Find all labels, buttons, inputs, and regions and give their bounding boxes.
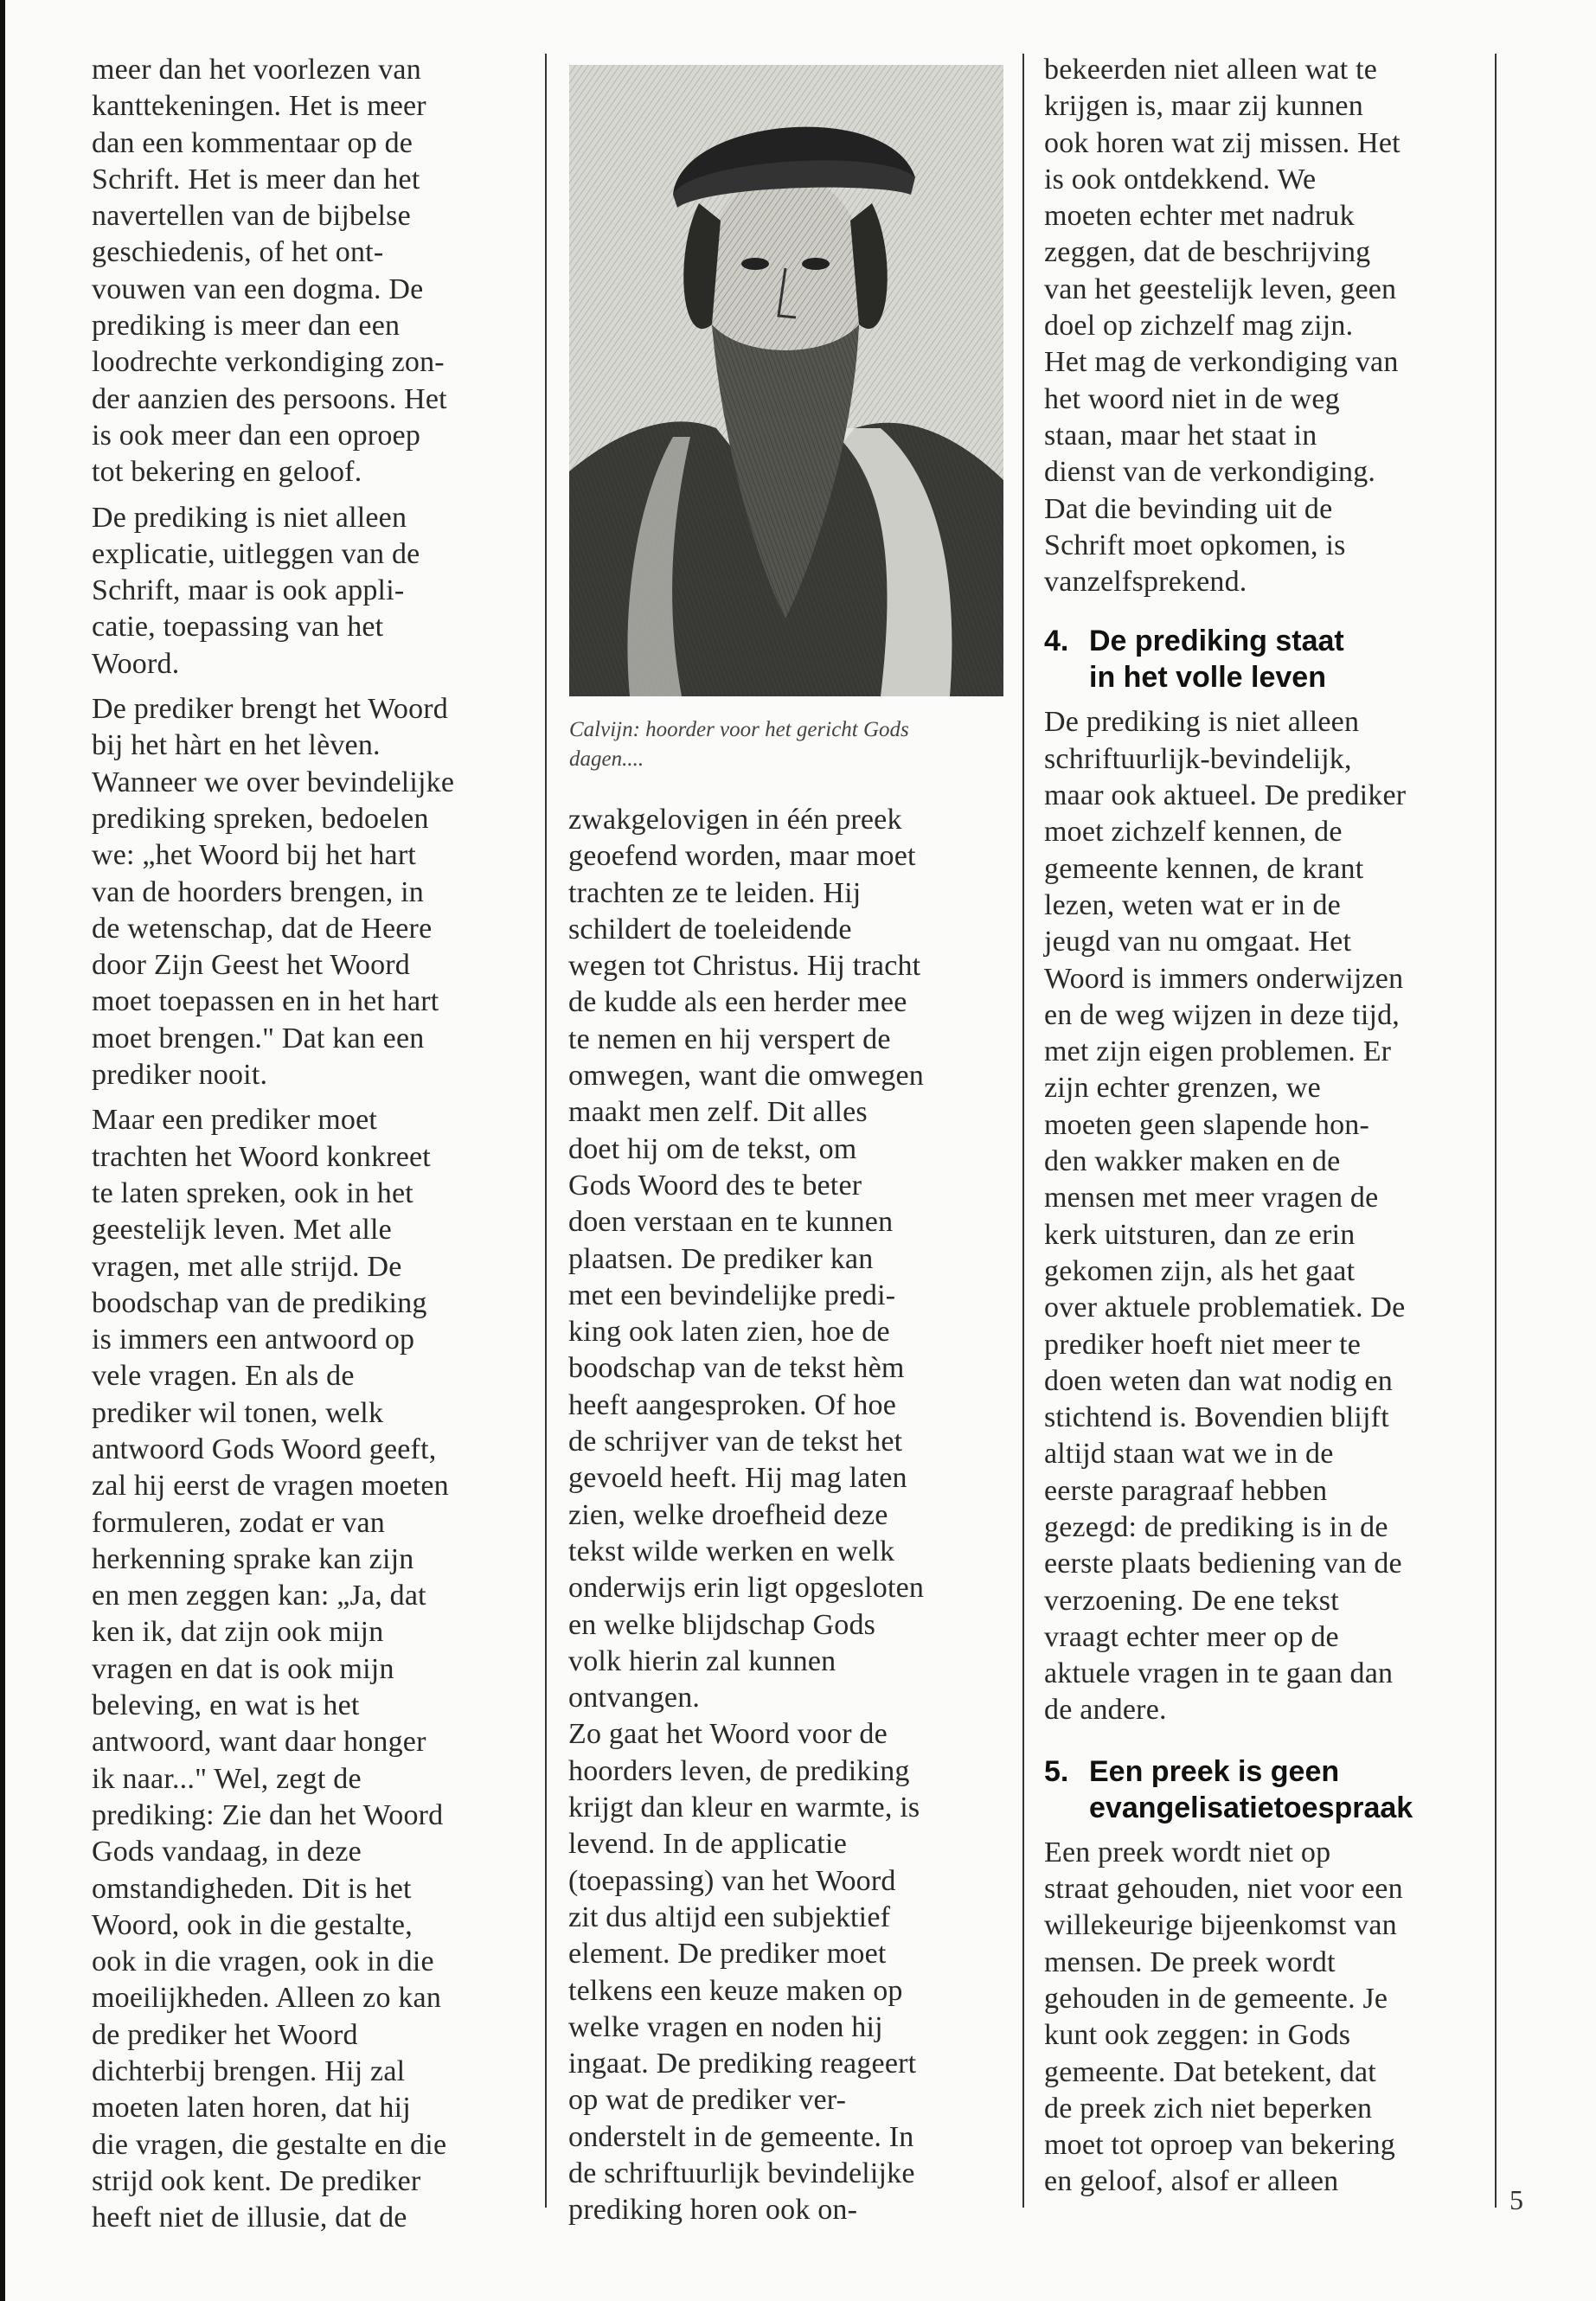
- section-4-text: De prediking is niet alleen schriftuurlijk-bevindelijk, maar ook aktueel. De prediker moet zichzelf kennen, de gemeente kennen, de krant lezen, weten wat er in de jeugd van nu omgaat. Het Woord is immers onderwijzen en de weg wijzen in deze tijd, met zijn eigen problemen. Er zijn echter grenzen, we moeten geen slapende hon- den wakker maken en de mensen met meer vragen de kerk uitsturen, dan ze erin gekomen zijn, als het gaat over aktuele problematiek. De prediker hoeft niet meer te doen weten dan wat nodig en stichtend is. Bovendien blijft altijd staan wat we in de eerste paragraaf hebben gezegd: de prediking is in de eerste plaats bediening van de verzoening. De ene tekst vraagt echter meer op de aktuele vragen in te gaan dan de andere.: [1044, 706, 1407, 1727]
- section-5-number: 5.: [1044, 1754, 1069, 1788]
- column-3-intro: bekeerden niet alleen wat te krijgen is, maar zij kunnen ook horen wat zij missen. Het is ook ontdekkend. We moeten echter met nadruk zeggen, dat de beschrijving van het geestelijk leven, geen doel op zichzelf mag zijn. Het mag de verkondiging van het woord niet in de weg staan, maar het staat in dienst van de verkondiging. Dat die bevinding uit de Schrift moet opkomen, is vanzelfsprekend.: [1044, 54, 1401, 599]
- column-1: [92, 52, 524, 2246]
- section-5-text: Een preek wordt niet op straat gehouden, niet voor een willekeurige bijeenkomst van mensen. De preek wordt gehouden in de gemeente. Je kunt ook zeggen: in Gods gemeente. Dat betekent, dat de preek zich niet beperken moet tot oproep van bekering en geloof, alsof er alleen: [1044, 1836, 1403, 2198]
- column-2-paragraph: zwakgelovigen in één preek geoefend worden, maar moet trachten ze te leiden. Hij schildert de toeleidende wegen tot Christus. Hij tracht de kudde als een herder mee te nemen en hij verspert de omwegen, want die omwegen maakt men zelf. Dit alles doet hij om de tekst, om Gods Woord des te beter doen verstaan en te kunnen plaatsen. De prediker kan met een bevindelijke predi- king ook laten zien, hoe de boodschap van de tekst hèm heeft aangesproken. Of hoe de schrijver van de tekst het gevoeld heeft. Hij mag laten zien, welke droefheid deze tekst wilde werken en welk onderwijs erin ligt opgesloten en welke blijdschap Gods volk hierin zal kunnen ontvangen.: [568, 804, 925, 1715]
- column-divider: [545, 54, 547, 2208]
- column-divider: [1495, 54, 1497, 2208]
- section-4-number: 4.: [1044, 625, 1069, 658]
- column-1-paragraph: De prediker brengt het Woord bij het hàrt en het lèven. Wanneer we over bevindelijke prediking spreken, bedoelen we: „het Woord bij het hart van de hoorders brengen, in de wetenschap, dat de Heere door Zijn Geest het Woord moet toepassen en in het hart moet brengen." Dat kan een prediker nooit.: [92, 693, 455, 1092]
- column-divider: [1022, 54, 1024, 2208]
- calvin-portrait: [569, 65, 1003, 696]
- section-4-title-line1: De prediking staat: [1089, 625, 1344, 658]
- section-5-title-line1: Een preek is geen: [1089, 1754, 1340, 1788]
- section-5-heading: [1044, 1753, 1477, 1826]
- page-number: 5: [1509, 2184, 1523, 2215]
- column-3: [1044, 52, 1477, 2209]
- section-4-title-line2: in het volle leven: [1089, 661, 1326, 695]
- column-1-paragraph: Maar een prediker moet trachten het Woord konkreet te laten spreken, ook in het geestelijk leven. Met alle vragen, met alle strijd. De boodschap van de prediking is immers een antwoord op vele vragen. En als de prediker wil tonen, welk antwoord Gods Woord geeft, zal hij eerst de vragen moeten formuleren, zodat er van herkenning sprake kan zijn en men zeggen kan: „Ja, dat ken ik, dat zijn ook mijn vragen en dat is ook mijn beleving, en wat is het antwoord, want daar honger ik naar..." Wel, zegt de prediking: Zie dan het Woord Gods vandaag, in deze omstandigheden. Dit is het Woord, ook in die gestalte, ook in die vragen, ook in die moeilijkheden. Alleen zo kan de prediker het Woord dichterbij brengen. Hij zal moeten laten horen, dat hij die vragen, die gestalte en die strijd ook kent. De prediker heeft niet de illusie, dat de: [92, 1104, 449, 2234]
- section-5-title-line2: evangelisatietoespraak: [1089, 1791, 1413, 1824]
- portrait-engraving-icon: [569, 65, 1003, 696]
- column-1-paragraph: De prediking is niet alleen explicatie, uitleggen van de Schrift, maar is ook appli- catie, toepassing van het Woord.: [92, 501, 420, 680]
- column-2-paragraph: Zo gaat het Woord voor de hoorders leven, de prediking krijgt dan kleur en warmte, is levend. In de applicatie (toepassing) van het Woord zit dus altijd een subjektief element. De prediker moet telkens een keuze maken op welke vragen en noden hij ingaat. De prediking reageert op wat de prediker ver- onderstelt in de gemeente. In de schriftuurlijk bevindelijke prediking horen ook on-: [568, 1718, 920, 2227]
- column-2: [568, 802, 1010, 2238]
- photo-caption: Calvijn: hoorder voor het gericht Gods dagen....: [569, 718, 909, 771]
- column-1-paragraph: meer dan het voorlezen van kanttekeningen. Het is meer dan een kommentaar op de Schrift. Het is meer dan het navertellen van de bijbelse geschiedenis, of het ont- vouwen van een dogma. De prediking is meer dan een loodrechte verkondiging zon- der aanzien des persoons. Het is ook meer dan een oproep tot bekering en geloof.: [92, 54, 447, 489]
- scan-edge: [0, 0, 5, 2301]
- section-4-heading: [1044, 623, 1477, 695]
